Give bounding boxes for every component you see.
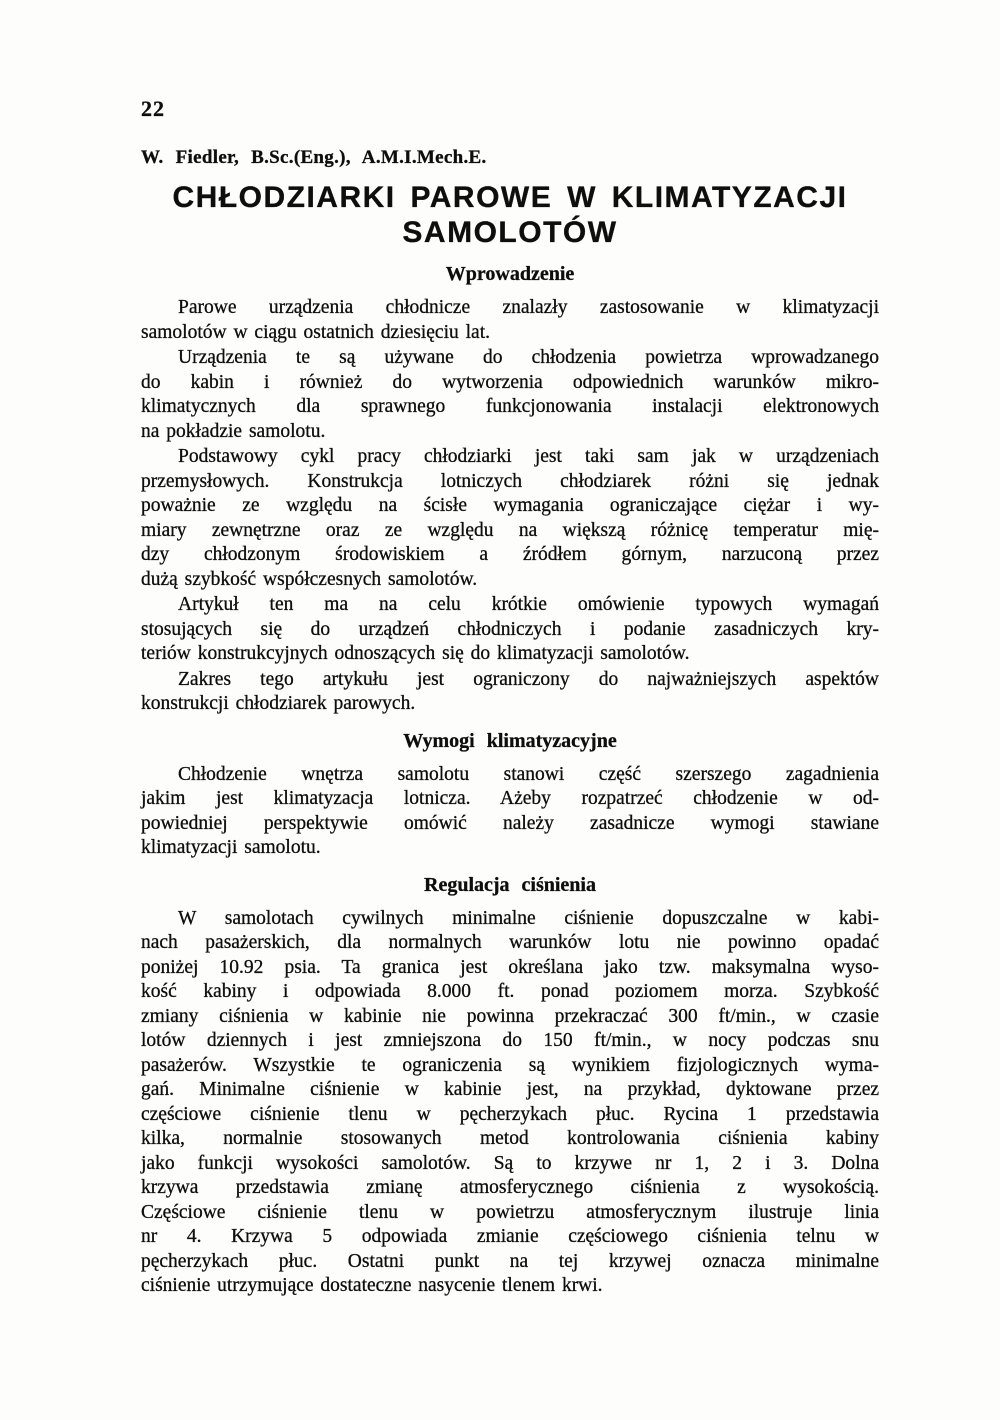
text-line: Parowe urządzenia chłodnicze znalazły zastosowanie w klimatyzacji: [178, 297, 879, 318]
document-body: [141, 262, 879, 1299]
text-line: powiedniej perspektywie omówić należy zasadnicze wymogi stawiane: [141, 812, 879, 834]
text-line: samolotów w ciągu ostatnich dziesięciu lat.: [141, 321, 490, 343]
text-line: jako funkcji wysokości samolotów. Są to krzywe nr 1, 2 i 3. Dolna: [141, 1152, 879, 1174]
text-line: ciśnienie utrzymujące dostateczne nasycenie tlenem krwi.: [141, 1275, 603, 1296]
title-line-2: SAMOLOTÓW: [402, 216, 618, 249]
paragraph: [141, 346, 879, 444]
text-line: lotów dziennych i jest zmniejszona do 150 ft/min., w nocy podczas snu: [141, 1030, 879, 1051]
paragraph: [141, 907, 879, 1299]
paragraph: [141, 445, 879, 592]
author-line: W. Fiedler, B.Sc.(Eng.), A.M.I.Mech.E.: [141, 147, 487, 168]
paragraph: [141, 763, 879, 861]
title-line-1: CHŁODZIARKI PAROWE W KLIMATYZACJI: [172, 181, 848, 214]
text-line: na pokładzie samolotu.: [141, 420, 326, 442]
text-line: Chłodzenie wnętrza samolotu stanowi część szerszego zagadnienia: [178, 763, 879, 785]
text-line: jakim jest klimatyzacja lotnicza. Ażeby rozpatrzeć chłodzenie w od-: [141, 788, 879, 809]
paragraph: [141, 296, 879, 345]
paragraph: [141, 593, 879, 667]
text-line: dzy chłodzonym środowiskiem a źródłem górnym, narzuconą przez: [141, 544, 879, 565]
paragraph: [141, 668, 879, 717]
text-line: konstrukcji chłodziarek parowych.: [141, 693, 416, 714]
text-line: dużą szybkość współczesnych samolotów.: [141, 568, 478, 590]
text-line: do kabin i również do wytworzenia odpowiednich warunków mikro-: [141, 371, 879, 393]
text-line: miary zewnętrzne oraz ze względu na większą różnicę temperatur mię-: [141, 519, 879, 541]
text-line: częściowe ciśnienie tlenu w pęcherzykach płuc. Rycina 1 przedstawia: [141, 1103, 879, 1125]
text-line: kilka, normalnie stosowanych metod kontrolowania ciśnienia kabiny: [141, 1128, 879, 1149]
text-line: nach pasażerskich, dla normalnych warunków lotu nie powinno opadać: [141, 932, 879, 953]
text-line: stosujących się do urządzeń chłodniczych i podanie zasadniczych kry-: [141, 618, 879, 640]
text-line: poważnie ze względu na ścisłe wymagania ograniczające ciężar i wy-: [141, 495, 879, 516]
text-line: Artykuł ten ma na celu krótkie omówienie typowych wymagań: [178, 594, 879, 615]
text-line: przemysłowych. Konstrukcja lotniczych chłodziarek różni się jednak: [141, 470, 879, 492]
text-line: pęcherzykach płuc. Ostatni punkt na tej krzywej oznacza minimalne: [141, 1250, 879, 1272]
text-line: zmiany ciśnienia w kabinie nie powinna przekraczać 300 ft/min., w czasie: [141, 1005, 879, 1027]
text-line: Podstawowy cykl pracy chłodziarki jest taki sam jak w urządzeniach: [178, 446, 879, 467]
text-line: nr 4. Krzywa 5 odpowiada zmianie częściowego ciśnienia telnu w: [141, 1226, 879, 1247]
text-line: pasażerów. Wszystkie te ograniczenia są wynikiem fizjologicznych wyma-: [141, 1054, 879, 1076]
page-number: 22: [141, 96, 165, 121]
text-line: Urządzenia te są używane do chłodzenia powietrza wprowadzanego: [178, 347, 879, 368]
section-heading: Wymogi klimatyzacyjne: [403, 729, 617, 752]
section-heading: Regulacja ciśnienia: [424, 873, 596, 896]
text-line: poniżej 10.92 psia. Ta granica jest określana jako tzw. maksymalna wyso-: [141, 956, 879, 978]
text-line: kość kabiny i odpowiada 8.000 ft. ponad poziomem morza. Szybkość: [141, 981, 879, 1002]
text-line: krzywa przedstawia zmianę atmosferycznego ciśnienia z wysokością.: [141, 1177, 879, 1198]
text-line: teriów konstrukcyjnych odnoszących się do klimatyzacji samolotów.: [141, 643, 690, 664]
text-line: klimatycznych dla sprawnego funkcjonowania instalacji elektronowych: [141, 396, 879, 417]
section-heading: Wprowadzenie: [445, 263, 575, 285]
text-line: klimatyzacji samolotu.: [141, 837, 321, 858]
text-line: gań. Minimalne ciśnienie w kabinie jest, na przykład, dyktowane przez: [141, 1079, 879, 1100]
text-line: Zakres tego artykułu jest ograniczony do najważniejszych aspektów: [178, 668, 879, 690]
article-title: [141, 180, 879, 250]
text-line: Częściowe ciśnienie tlenu w powietrzu atmosferycznym ilustruje linia: [141, 1201, 879, 1223]
text-line: W samolotach cywilnych minimalne ciśnienie dopuszczalne w kabi-: [178, 907, 879, 929]
